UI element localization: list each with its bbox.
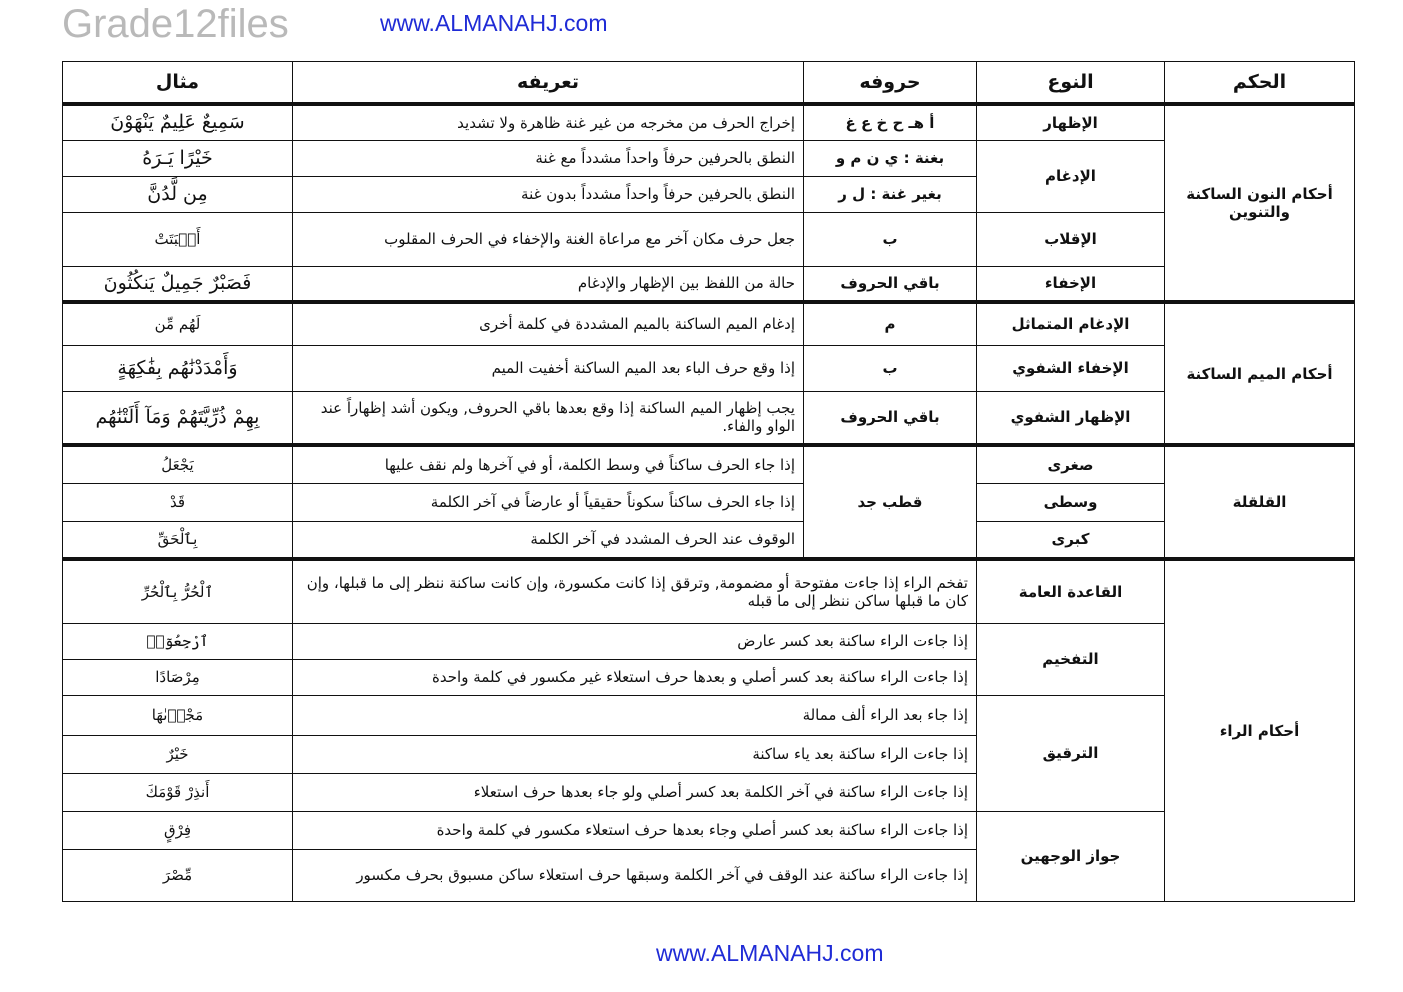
header-rule: الحكم	[1165, 62, 1355, 105]
type-cell: القاعدة العامة	[977, 559, 1165, 623]
table-header-row	[63, 62, 1355, 105]
letters-cell: ب	[804, 345, 977, 391]
table-row	[63, 811, 1355, 849]
qalqala-title: القلقلة	[1165, 445, 1355, 559]
letters-cell: أ هـ ح خ ع غ	[804, 104, 977, 140]
table-row	[63, 559, 1355, 623]
type-cell: كبرى	[977, 521, 1165, 559]
definition-cell: إخراج الحرف من مخرجه من غير غنة ظاهرة ولا تشديد	[293, 104, 804, 140]
definition-cell: إذا جاء بعد الراء ألف ممالة	[293, 695, 977, 735]
type-cell: وسطى	[977, 483, 1165, 521]
example-cell: سَمِيعٌ عَلِيمٌ يَنْهَوْنَ	[63, 104, 293, 140]
letters-cell: ب	[804, 212, 977, 266]
mim-rules-title: أحكام الميم الساكنة	[1165, 302, 1355, 445]
letters-cell: م	[804, 302, 977, 345]
example-cell: مِّصْرَ	[63, 849, 293, 901]
letters-cell: بغنة : ي ن م و	[804, 140, 977, 176]
table-row	[63, 623, 1355, 659]
example-cell: أَنۢبَتَتْ	[63, 212, 293, 266]
definition-cell: النطق بالحرفين حرفاً واحداً مشدداً بدون غنة	[293, 176, 804, 212]
table-row	[63, 302, 1355, 345]
example-cell: مِرْصَادًا	[63, 659, 293, 695]
table-row	[63, 140, 1355, 176]
type-cell: صغرى	[977, 445, 1165, 483]
table-row	[63, 695, 1355, 735]
table-row	[63, 266, 1355, 302]
table-row	[63, 104, 1355, 140]
definition-cell: النطق بالحرفين حرفاً واحداً مشدداً مع غنة	[293, 140, 804, 176]
header-letters: حروفه	[804, 62, 977, 105]
definition-cell: إذا جاءت الراء ساكنة بعد كسر عارض	[293, 623, 977, 659]
site-link-top[interactable]: www.ALMANAHJ.com	[380, 10, 608, 36]
tajweed-rules-table	[62, 61, 1355, 902]
definition-cell: إذا جاءت الراء ساكنة بعد ياء ساكنة	[293, 735, 977, 773]
example-cell: خَيْرٌ	[63, 735, 293, 773]
definition-cell: إذا وقع حرف الباء بعد الميم الساكنة أخفيت الميم	[293, 345, 804, 391]
letters-cell: باقي الحروف	[804, 391, 977, 445]
example-cell: وَأَمْدَدْنَٰهُم بِفَٰكِهَةٍ	[63, 345, 293, 391]
definition-cell: إذا جاء الحرف ساكناً في وسط الكلمة، أو في آخرها ولم نقف عليها	[293, 445, 804, 483]
definition-cell: يجب إظهار الميم الساكنة إذا وقع بعدها باقي الحروف, ويكون أشد إظهاراً عند الواو والفاء.	[293, 391, 804, 445]
type-cell: الإخفاء	[977, 266, 1165, 302]
header-type: النوع	[977, 62, 1165, 105]
letters-cell: قطب جد	[804, 445, 977, 559]
type-cell: الإدغام المتماثل	[977, 302, 1165, 345]
definition-cell: إذا جاءت الراء ساكنة بعد كسر أصلي و بعدها حرف استعلاء غير مكسور في كلمة واحدة	[293, 659, 977, 695]
table-row	[63, 391, 1355, 445]
table-row	[63, 345, 1355, 391]
type-cell: الإظهار	[977, 104, 1165, 140]
table-row	[63, 483, 1355, 521]
header-example: مثال	[63, 62, 293, 105]
definition-cell: جعل حرف مكان آخر مع مراعاة الغنة والإخفاء في الحرف المقلوب	[293, 212, 804, 266]
example-cell: ٱرْجِعُوٓا۟	[63, 623, 293, 659]
letters-cell: بغير غنة : ل ر	[804, 176, 977, 212]
type-cell: الترقيق	[977, 695, 1165, 811]
example-cell: فَصَبْرٌ جَمِيلٌ يَنكُثُونَ	[63, 266, 293, 302]
example-cell: قَدْ	[63, 483, 293, 521]
letters-cell: باقي الحروف	[804, 266, 977, 302]
type-cell: الإدغام	[977, 140, 1165, 212]
definition-cell: إذا جاء الحرف ساكناً سكوناً حقيقياً أو عارضاً في آخر الكلمة	[293, 483, 804, 521]
type-cell: الإخفاء الشفوي	[977, 345, 1165, 391]
definition-cell: تفخم الراء إذا جاءت مفتوحة أو مضمومة, وترقق إذا كانت مكسورة، وإن كانت ساكنة ننظر إلى ما قبلها، وإن كان ما قبلها ساكن ننظر إلى ما قبله	[293, 559, 977, 623]
example-cell: مِن لَّدُنَّ	[63, 176, 293, 212]
header-definition: تعريفه	[293, 62, 804, 105]
brand-watermark: Grade12files	[62, 2, 289, 46]
ra-rules-title: أحكام الراء	[1165, 559, 1355, 901]
example-cell: بِهِمْ ذُرِّيَّتَهُمْ وَمَآ أَلَتْنَٰهُم	[63, 391, 293, 445]
definition-cell: الوقوف عند الحرف المشدد في آخر الكلمة	[293, 521, 804, 559]
example-cell: أَنذِرْ قَوْمَكَ	[63, 773, 293, 811]
type-cell: الإظهار الشفوي	[977, 391, 1165, 445]
definition-cell: إذا جاءت الراء ساكنة في آخر الكلمة بعد كسر أصلي ولو جاء بعدها حرف استعلاء	[293, 773, 977, 811]
nun-rules-title: أحكام النون الساكنة والتنوين	[1165, 104, 1355, 302]
type-cell: التفخيم	[977, 623, 1165, 695]
site-link-bottom[interactable]: www.ALMANAHJ.com	[656, 940, 884, 966]
example-cell: فِرْقٍ	[63, 811, 293, 849]
definition-cell: إذا جاءت الراء ساكنة بعد كسر أصلي وجاء بعدها حرف استعلاء مكسور في كلمة واحدة	[293, 811, 977, 849]
type-cell: جواز الوجهين	[977, 811, 1165, 901]
table-row	[63, 521, 1355, 559]
example-cell: لَهُم مِّن	[63, 302, 293, 345]
example-cell: يَجْعَلُ	[63, 445, 293, 483]
table-row	[63, 212, 1355, 266]
definition-cell: حالة من اللفظ بين الإظهار والإدغام	[293, 266, 804, 302]
table-row	[63, 445, 1355, 483]
definition-cell: إذا جاءت الراء ساكنة عند الوقف في آخر الكلمة وسبقها حرف استعلاء ساكن مسبوق بحرف مكسور	[293, 849, 977, 901]
example-cell: خَيْرًا يَـرَهُ	[63, 140, 293, 176]
definition-cell: إدغام الميم الساكنة بالميم المشددة في كلمة أخرى	[293, 302, 804, 345]
type-cell: الإقلاب	[977, 212, 1165, 266]
example-cell: مَجْرٜىٰهَا	[63, 695, 293, 735]
example-cell: بِٱلْحَقِّ	[63, 521, 293, 559]
example-cell: ٱلْحُرُّ بِٱلْحُرِّ	[63, 559, 293, 623]
